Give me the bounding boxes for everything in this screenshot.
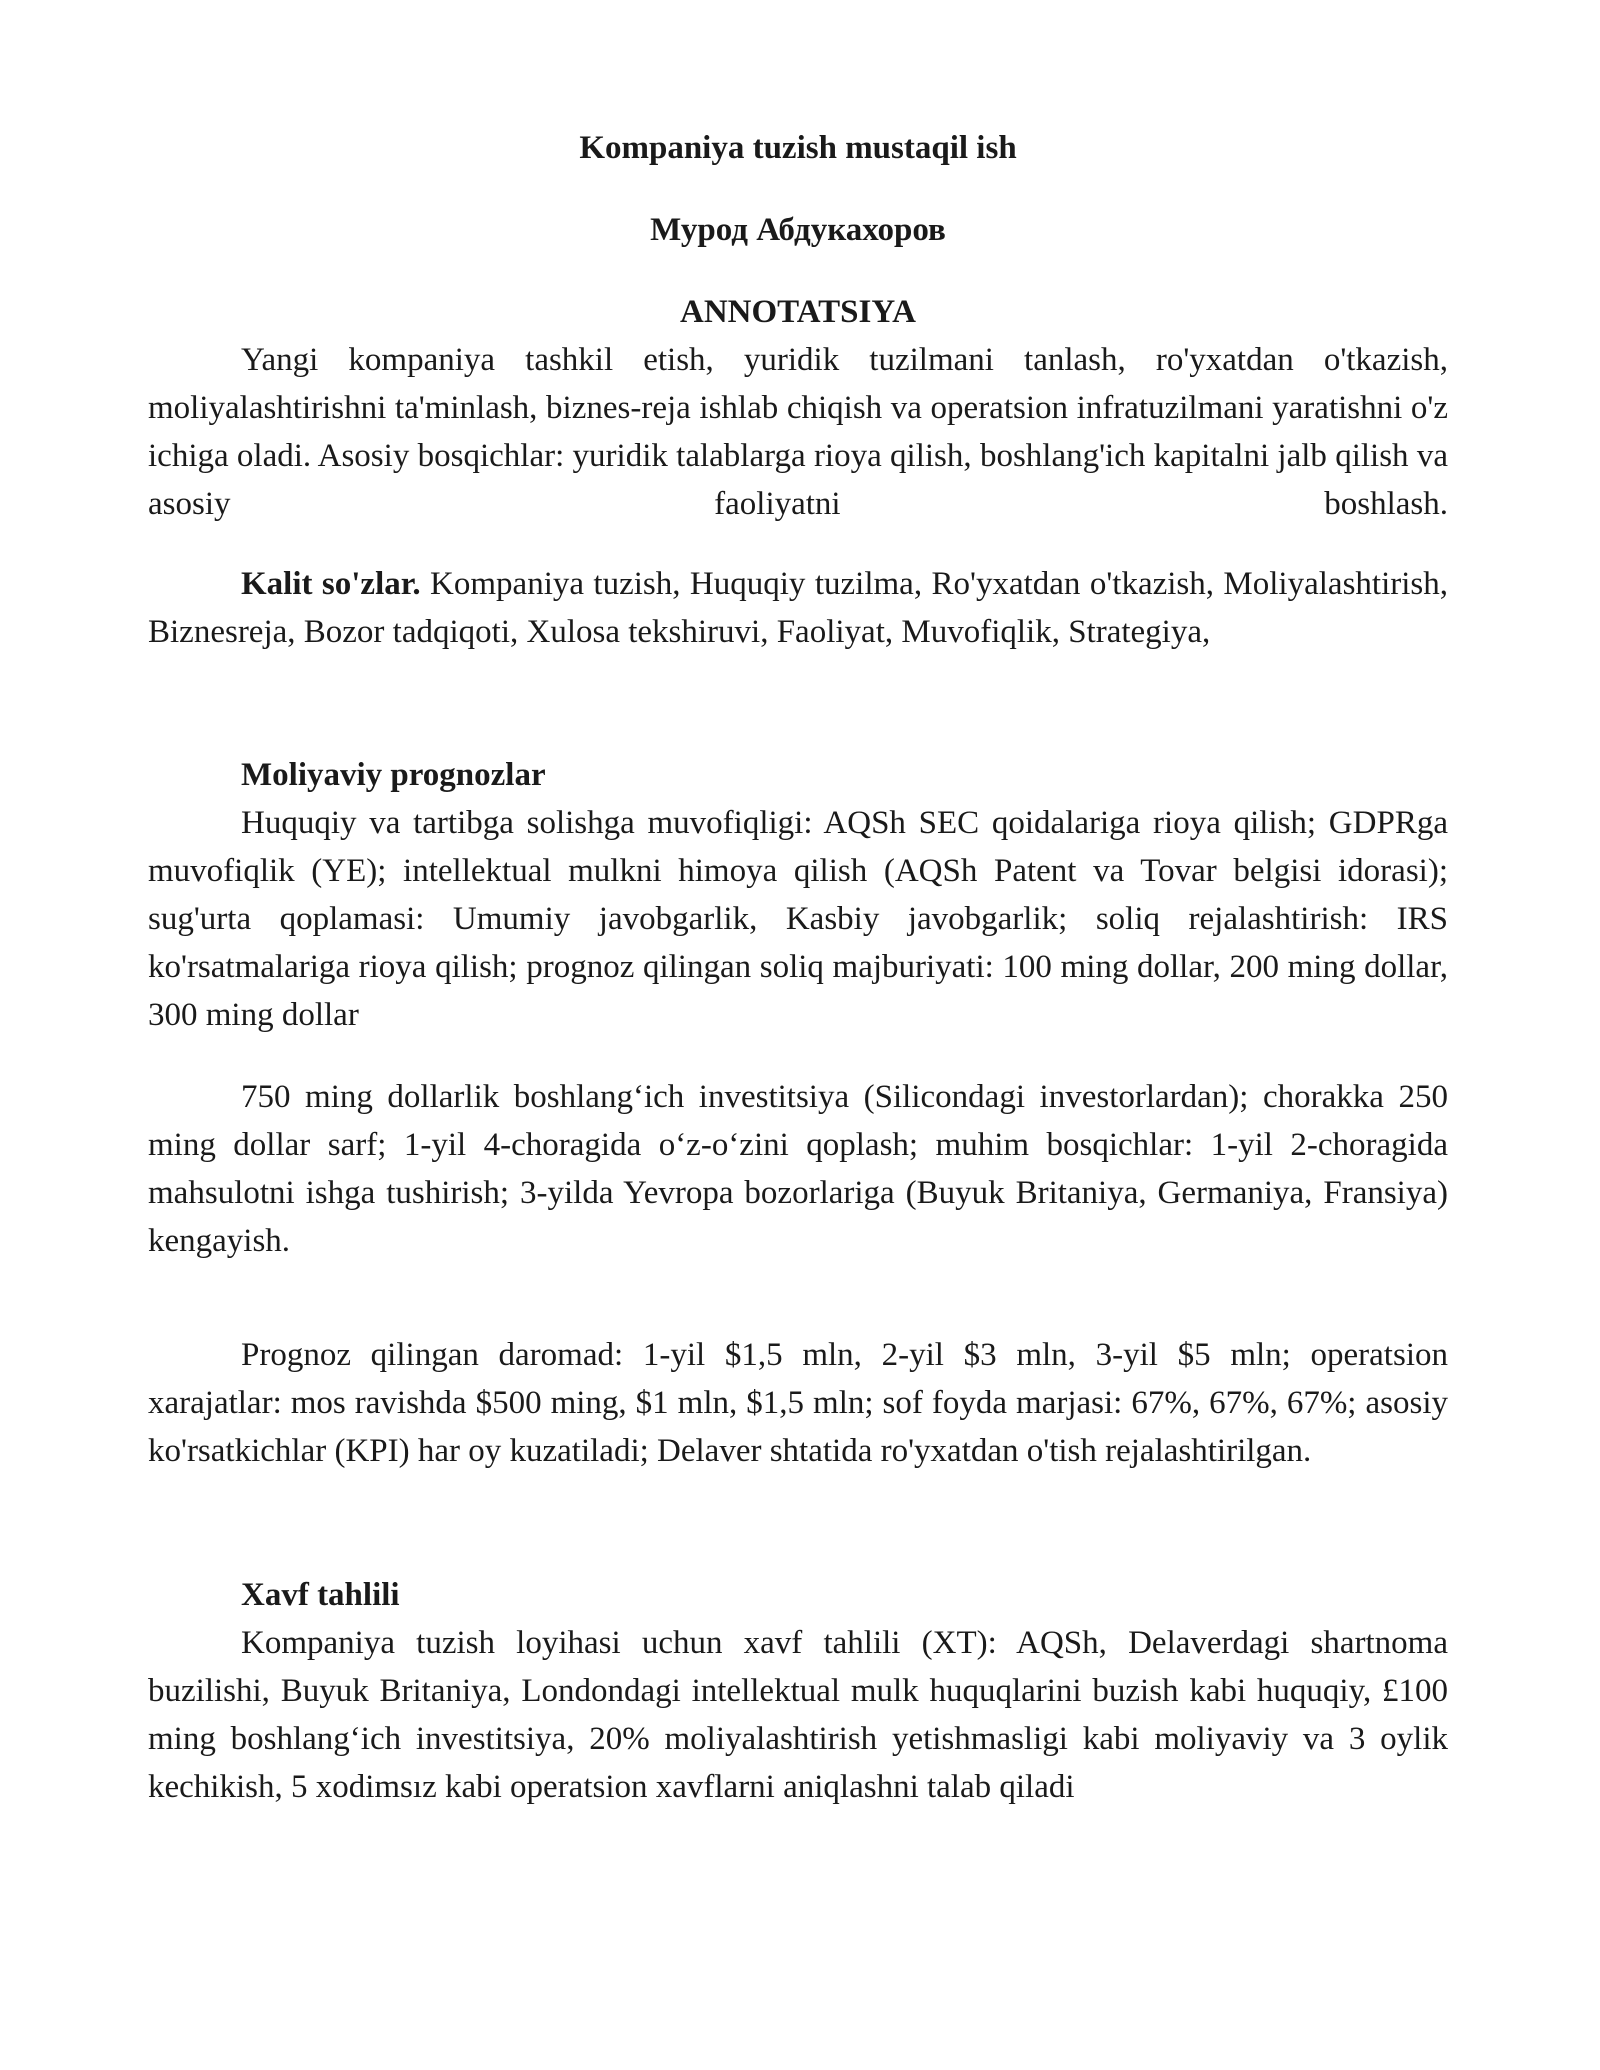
financial-heading: Moliyaviy prognozlar xyxy=(241,757,546,793)
financial-paragraph-3: Prognoz qilingan daromad: 1-yil $1,5 mln, 2-yil $3 mln, 3-yil $5 mln; operatsion xarajatlar: mos ravishda $500 ming, $1 mln, $1,5 mln; sof foyda marjasi: 67%, 67%, 67%; asosiy ko'rsatkichlar (KPI) har oy kuzatiladi; Delaver shtatida ro'yxatdan o'tish rejalashtirilgan. xyxy=(148,1337,1448,1469)
financial-paragraph-2: 750 ming dollarlik boshlang‘ich investitsiya (Silicondagi investorlardan); chorakka 250 ming dollar sarf; 1-yil 4-choragida o‘z-o‘zini qoplash; muhim bosqichlar: 1-yil 2-choragida mahsulotni ishga tushirish; 3-yilda Yevropa bozorlariga (Buyuk Britaniya, Germaniya, Fransiya) kengayish. xyxy=(148,1079,1448,1259)
keywords-text: Kompaniya tuzish, Huquqiy tuzilma, Ro'yxatdan o'tkazish, Moliyalashtirish, Biznesreja, Bozor tadqiqoti, Xulosa tekshiruvi, Faoliyat, Muvofiqlik, Strategiya, xyxy=(148,566,1448,650)
risk-heading: Xavf tahlili xyxy=(241,1577,400,1613)
annotation-heading: ANNOTATSIYA xyxy=(680,294,916,330)
financial-paragraph-1: Huquqiy va tartibga solishga muvofiqligi: AQSh SEC qoidalariga rioya qilish; GDPRga muvofiqlik (YE); intellektual mulkni himoya qilish (AQSh Patent va Tovar belgisi idorasi); sug'urta qoplamasi: Umumiy javobgarlik, Kasbiy javobgarlik; soliq rejalashtirish: IRS ko'rsatmalariga rioya qilish; prognoz qilingan soliq majburiyati: 100 ming dollar, 200 ming dollar, 300 ming dollar xyxy=(148,805,1448,1033)
document-title: Kompaniya tuzish mustaqil ish xyxy=(579,130,1017,166)
keywords-paragraph xyxy=(148,560,1448,656)
risk-paragraph: Kompaniya tuzish loyihasi uchun xavf tahlili (XT): AQSh, Delaverdagi shartnoma buzilishi, Buyuk Britaniya, Londondagi intellektual mulk huquqlarini buzish kabi huquqiy, £100 ming boshlang‘ich investitsiya, 20% moliyalashtirish yetishmasligi kabi moliyaviy va 3 oylik kechikish, 5 xodimsız kabi operatsion xavflarni aniqlashni talab qiladi xyxy=(148,1625,1448,1805)
keywords-label: Kalit so'zlar. xyxy=(241,566,421,602)
annotation-paragraph: Yangi kompaniya tashkil etish, yuridik tuzilmani tanlash, ro'yxatdan o'tkazish, moliyalashtirishni ta'minlash, biznes-reja ishlab chiqish va operatsion infratuzilmani yaratishni o'z ichiga oladi. Asosiy bosqichlar: yuridik talablarga rioya qilish, boshlang'ich kapitalni jalb qilish va asosiy faoliyatni boshlash. xyxy=(148,342,1448,522)
document-page xyxy=(148,128,1448,1811)
author-name: Мурод Абдукахоров xyxy=(650,212,946,248)
